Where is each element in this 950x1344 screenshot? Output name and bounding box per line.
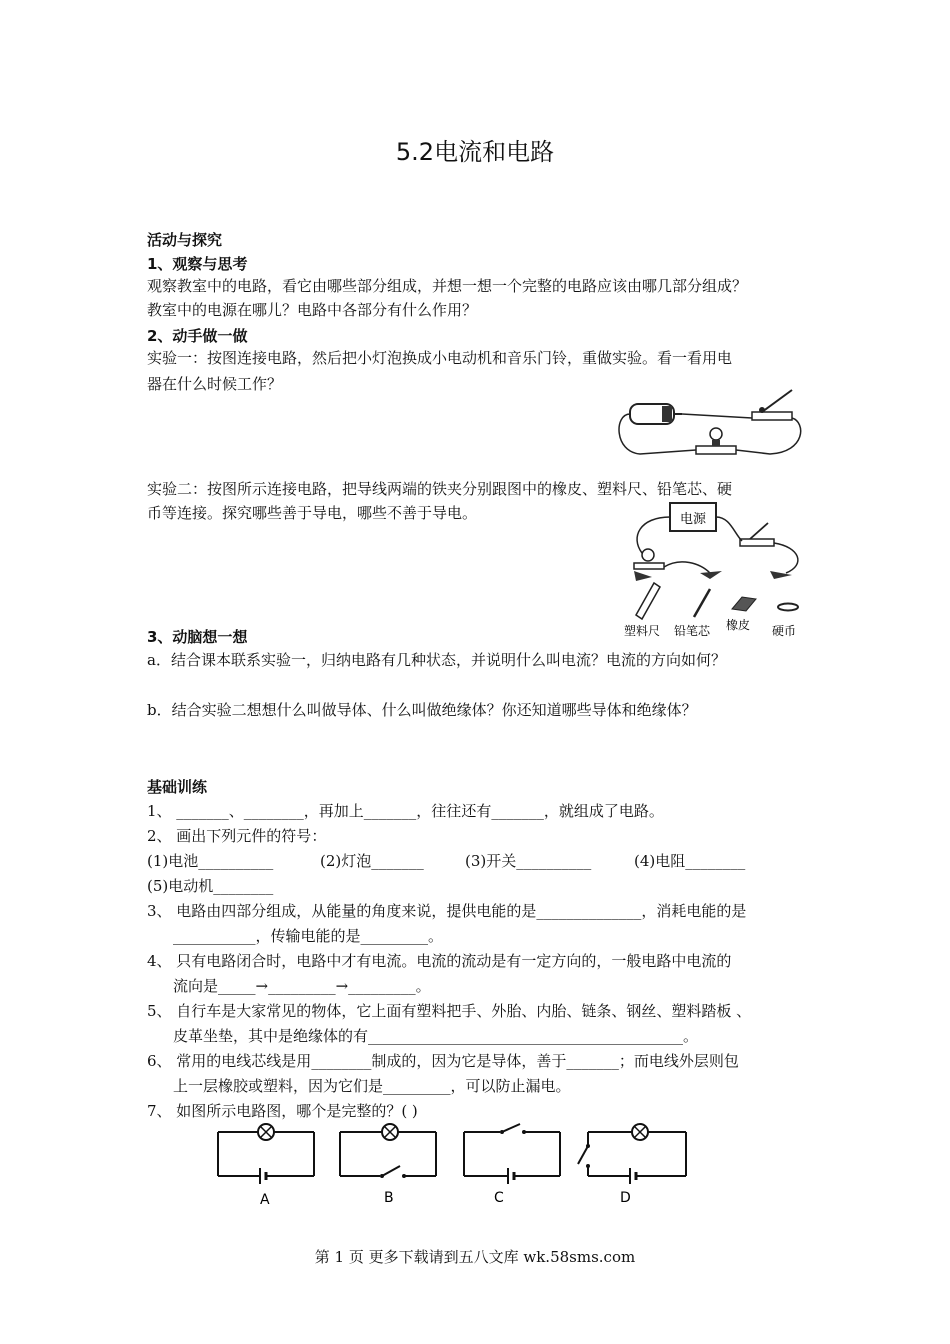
paragraph-experiment2-line2: 币等连接。探究哪些善于导电，哪些不善于导电。 [147,504,478,522]
circuit-a [218,1124,314,1208]
circuit-b [340,1124,436,1206]
exercise-1: 1、 _______、________，再加上_______，往往还有_______，就组成了电路。 [147,802,664,820]
circuit-c [464,1124,560,1206]
exercise-2-item-motor: (5)电动机________ [147,877,274,895]
exercise-3-line1: 3、 电路由四部分组成，从能量的角度来说，提供电能的是______________，消耗电能的是 [147,902,747,920]
paragraph-experiment1-line1: 实验一：按图连接电路，然后把小灯泡换成小电动机和音乐门铃，重做实验。看一看用电 [147,349,733,367]
switch-icon [752,390,792,420]
experiment1-circuit-figure [610,382,810,462]
ruler-icon [636,583,660,619]
switch-icon [502,1124,520,1132]
exercise-4-line1: 4、 只有电路闭合时，电路中才有电流。电流的流动是有一定方向的，一般电路中电流的 [147,952,732,970]
option-label-b: B [384,1190,394,1206]
exercise-5-line1: 5、 自行车是大家常见的物体，它上面有塑料把手、外胎、内胎、链条、钢丝、塑料踏板 、 [147,1002,752,1020]
exercise-2-item-resistor: (4)电阻________ [634,852,746,870]
pencil-lead-icon [694,589,710,617]
coin-label: 硬币 [772,624,797,638]
bulb-icon [696,428,736,454]
clip-middle-icon [700,571,722,579]
page-footer: 第 1 页 更多下载请到五八文库 wk.58sms.com [314,1248,636,1266]
circuit-d [578,1124,686,1206]
subsection-heading-observe: 1、观察与思考 [147,255,248,273]
eraser-label: 橡皮 [726,618,751,632]
power-supply-label: 电源 [679,512,707,527]
experiment2-conductor-figure [610,497,820,642]
exercise-7: 7、 如图所示电路图，哪个是完整的？( ) [147,1102,418,1120]
paragraph-observe-line2: 教室中的电源在哪儿？电路中各部分有什么作用？ [147,301,478,319]
section-heading-activity: 活动与探究 [147,231,223,249]
option-label-c: C [494,1190,504,1206]
option-label-a: A [260,1192,270,1208]
bulb-icon [634,549,664,569]
option-label-d: D [620,1190,631,1206]
exercise-3-line2: ___________，传输电能的是_________。 [173,927,444,945]
ruler-label: 塑料尺 [624,624,661,638]
switch-icon [382,1166,400,1176]
subsection-heading-hands-on: 2、动手做一做 [147,327,248,345]
page-title: 5.2电流和电路 [395,138,555,166]
battery-icon [630,404,682,424]
question-a: a．结合课本联系实验一，归纳电路有几种状态，并说明什么叫电流？电流的方向如何？ [147,651,726,669]
paragraph-observe-line1: 观察教室中的电路，看它由哪些部分组成，并想一想一个完整的电路应该由哪几部分组成？ [147,277,748,295]
exercise-5-line2: 皮革坐垫，其中是绝缘体的有__________________________________________。 [173,1027,699,1045]
exercise-2: 2、 画出下列元件的符号： [147,827,327,845]
paragraph-experiment1-line2: 器在什么时候工作？ [147,375,283,393]
exercise-2-item-bulb: (2)灯泡_______ [320,852,424,870]
exercise-2-item-battery: (1)电池__________ [147,852,274,870]
exercise-6-line1: 6、 常用的电线芯线是用________制成的，因为它是导体，善于_______；而电线外层则包 [147,1052,739,1070]
power-supply-box [670,503,716,531]
clip-left-icon [634,571,652,581]
exercise-7-circuit-diagrams [210,1122,730,1212]
coin-icon [778,604,798,611]
exercise-2-item-switch: (3)开关__________ [465,852,592,870]
pencil-lead-label: 铅笔芯 [674,624,711,638]
section-heading-training: 基础训练 [147,778,208,796]
question-b: b．结合实验二想想什么叫做导体、什么叫做绝缘体？你还知道哪些导体和绝缘体？ [147,701,697,719]
paragraph-experiment2-line1: 实验二：按图所示连接电路，把导线两端的铁夹分别跟图中的橡皮、塑料尺、铅笔芯、硬 [147,480,733,498]
switch-icon [740,523,774,546]
eraser-icon [732,597,756,611]
exercise-6-line2: 上一层橡胶或塑料，因为它们是_________，可以防止漏电。 [173,1077,571,1095]
subsection-heading-think: 3、动脑想一想 [147,628,248,646]
switch-icon [578,1146,588,1164]
exercise-4-line2: 流向是_____→_________→_________。 [173,977,431,995]
